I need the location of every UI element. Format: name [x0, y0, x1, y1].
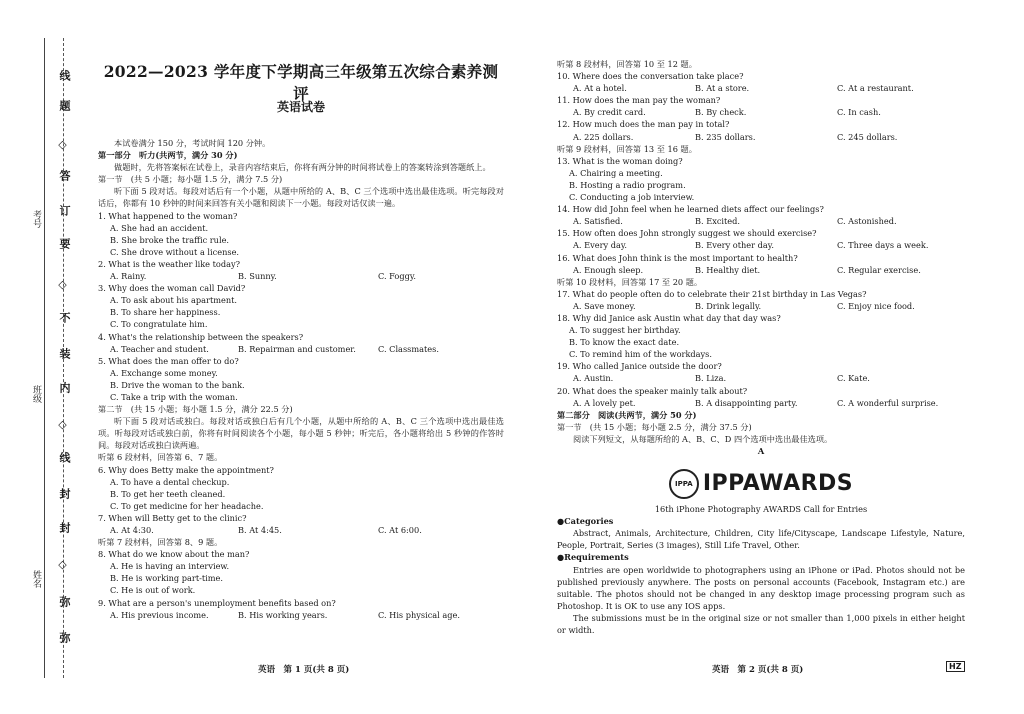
- option-1c: C. She drove without a license.: [110, 246, 240, 257]
- option-2c: C. Foggy.: [378, 271, 416, 282]
- question-14: 14. How did John feel when he learned diets affect our feelings?: [557, 204, 824, 215]
- binding-char: ◇: [56, 418, 69, 431]
- option-15c: C. Three days a week.: [837, 240, 929, 251]
- option-17a: A. Save money.: [573, 300, 636, 311]
- options-19: [557, 372, 965, 384]
- binding-char: 答: [58, 170, 71, 181]
- options-14: [557, 215, 965, 227]
- question-2: 2. What is the weather like today?: [98, 258, 240, 269]
- option-14a: A. Satisfied.: [573, 216, 623, 227]
- options-9: [98, 609, 504, 621]
- material-6: 听第 6 段材料，回答第 6、7 题。: [98, 452, 223, 463]
- option-9a: A. His previous income.: [110, 609, 209, 620]
- binding-margin: [0, 0, 90, 714]
- part2-section1-heading: 第一节 (共 15 小题；每小题 2.5 分，满分 37.5 分): [557, 421, 752, 432]
- option-14b: B. Excited.: [695, 216, 740, 227]
- options-11: [557, 106, 965, 118]
- question-20: 20. What does the speaker mainly talk about?: [557, 385, 748, 396]
- option-8b: B. He is working part-time.: [110, 573, 223, 584]
- binding-char: 线: [58, 452, 71, 463]
- option-12c: C. 245 dollars.: [837, 131, 898, 142]
- question-4: 4. What's the relationship between the speakers?: [98, 331, 304, 342]
- binding-char: 题: [58, 100, 71, 111]
- binding-solid-line: [44, 38, 45, 678]
- class-field[interactable]: 班级: [31, 385, 41, 403]
- option-3b: B. To share her happiness.: [110, 307, 221, 318]
- option-13c: C. Conducting a job interview.: [569, 192, 695, 203]
- option-11c: C. In cash.: [837, 107, 881, 118]
- option-9c: C. His physical age.: [378, 609, 460, 620]
- options-12: [557, 131, 965, 143]
- options-20: [557, 397, 965, 409]
- option-5b: B. Drive the woman to the bank.: [110, 379, 245, 390]
- option-20b: B. A disappointing party.: [695, 397, 798, 408]
- option-19c: C. Kate.: [837, 373, 870, 384]
- option-7a: A. At 4:30.: [110, 525, 154, 535]
- option-7b: B. At 4:45.: [238, 525, 282, 535]
- question-17: 17. What do people often do to celebrate their 21st birthday in Las Vegas?: [557, 288, 867, 299]
- option-3a: A. To ask about his apartment.: [110, 295, 238, 306]
- page-footer-right: 英语 第 2 页(共 8 页): [712, 665, 804, 675]
- option-10c: C. At a restaurant.: [837, 83, 914, 94]
- section1-heading: 第一节 (共 5 小题；每小题 1.5 分，满分 7.5 分): [98, 174, 283, 185]
- question-11: 11. How does the man pay the woman?: [557, 95, 721, 106]
- option-15a: A. Every day.: [573, 240, 627, 251]
- question-13: 13. What is the woman doing?: [557, 155, 683, 166]
- question-8: 8. What do we know about the man?: [98, 549, 250, 560]
- question-12: 12. How much does the man pay in total?: [557, 119, 730, 130]
- option-9b: B. His working years.: [238, 609, 328, 620]
- question-10: 10. Where does the conversation take place?: [557, 71, 744, 82]
- option-2b: B. Sunny.: [238, 271, 277, 282]
- material-8: 听第 8 段材料，回答第 10 至 12 题。: [557, 59, 697, 69]
- option-5a: A. Exchange some money.: [110, 367, 218, 378]
- ippa-badge-icon: IPPA: [669, 469, 699, 499]
- option-19a: A. Austin.: [573, 373, 614, 384]
- option-14c: C. Astonished.: [837, 216, 897, 227]
- requirements-paragraph-1: Entries are open worldwide to photographers using an iPhone or iPad. Photos should not be published previously anywhere. The posts on personal accounts (Facebook, Instagram etc.) are suitable. The photos should not be changed in any desktop image processing program such as Photoshop. It is OK to use any IOS apps.: [557, 564, 965, 611]
- option-20c: C. A wonderful surprise.: [837, 397, 939, 408]
- material-10: 听第 10 段材料，回答第 17 至 20 题。: [557, 276, 703, 287]
- option-10b: B. At a store.: [695, 83, 750, 94]
- binding-char: 弥: [58, 632, 71, 643]
- question-3: 3. Why does the woman call David?: [98, 283, 246, 294]
- name-field[interactable]: 姓名: [31, 570, 41, 588]
- option-4a: A. Teacher and student.: [110, 343, 209, 354]
- binding-char: 不: [58, 312, 71, 323]
- material-9: 听第 9 段材料，回答第 13 至 16 题。: [557, 143, 697, 154]
- binding-char: ◇: [56, 138, 69, 151]
- question-18: 18. Why did Janice ask Austin what day that day was?: [557, 312, 781, 323]
- exam-code-badge: HZ: [946, 661, 965, 672]
- question-9: 9. What are a person's unemployment benefits based on?: [98, 597, 336, 608]
- option-19b: B. Liza.: [695, 373, 727, 384]
- requirements-paragraph-2: The submissions must be in the original size or not smaller than 1,000 pixels in either height or width.: [557, 612, 965, 636]
- part2-heading: 第二部分 阅读(共两节，满分 50 分): [557, 409, 697, 420]
- section2-instructions: 听下面 5 段对话或独白。每段对话或独白后有几个小题，从题中所给的 A、B、C 三个选项中选出最佳选项。听每段对话或独白前，你将有时间阅读各个小题，每小题 5 秒钟；听完后，各小题将给出 5 秒钟的作答时间。每段对话或独白读两遍。: [98, 416, 504, 451]
- option-18a: A. To suggest her birthday.: [569, 325, 681, 336]
- option-6c: C. To get medicine for her headache.: [110, 500, 264, 511]
- binding-char: 封: [58, 488, 71, 499]
- binding-char: 装: [58, 348, 71, 359]
- awards-title: 16th iPhone Photography AWARDS Call for Entries: [654, 504, 868, 515]
- part1-heading: 第一部分 听力(共两节，满分 30 分): [98, 150, 238, 161]
- part1-instructions: 做题时，先将答案标在试卷上，录音内容结束后，你将有两分钟的时间将试卷上的答案转涂到答题纸上。: [114, 162, 491, 173]
- question-15: 15. How often does John strongly suggest we should exercise?: [557, 228, 817, 239]
- option-6b: B. To get her teeth cleaned.: [110, 488, 226, 499]
- section2-heading: 第二节 (共 15 小题；每小题 1.5 分，满分 22.5 分): [98, 404, 293, 415]
- option-11a: A. By credit card.: [573, 107, 646, 118]
- binding-char: 内: [58, 382, 71, 393]
- logo-wordmark: IPPAWARDS: [702, 471, 854, 497]
- option-16a: A. Enough sleep.: [573, 264, 644, 275]
- option-5c: C. Take a trip with the woman.: [110, 391, 238, 402]
- requirements-heading: ●Requirements: [557, 552, 629, 563]
- categories-heading: ●Categories: [557, 516, 614, 527]
- option-16c: C. Regular exercise.: [837, 264, 921, 275]
- binding-char: 订: [58, 205, 71, 216]
- option-15b: B. Every other day.: [695, 240, 774, 251]
- question-19: 19. Who called Janice outside the door?: [557, 361, 722, 372]
- binding-char: 封: [58, 522, 71, 533]
- options-15: [557, 239, 965, 251]
- option-8a: A. He is having an interview.: [110, 561, 230, 572]
- exam-subtitle: 英语试卷: [276, 100, 325, 114]
- part2-instructions: 阅读下列短文，从每题所给的 A、B、C、D 四个选项中选出最佳选项。: [573, 433, 833, 444]
- options-2: [98, 270, 504, 282]
- option-11b: B. By check.: [695, 107, 747, 118]
- option-6a: A. To have a dental checkup.: [110, 476, 230, 487]
- question-1: 1. What happened to the woman?: [98, 210, 238, 221]
- option-18c: C. To remind him of the workdays.: [569, 349, 712, 360]
- options-17: [557, 300, 965, 312]
- options-16: [557, 264, 965, 276]
- binding-char: ◇: [56, 278, 69, 291]
- page-footer-left: 英语 第 1 页(共 8 页): [258, 665, 350, 675]
- option-12b: B. 235 dollars.: [695, 131, 756, 142]
- question-6: 6. Why does Betty make the appointment?: [98, 464, 274, 475]
- option-7c: C. At 6:00.: [378, 525, 422, 535]
- option-17b: B. Drink legally.: [695, 300, 762, 311]
- option-17c: C. Enjoy nice food.: [837, 300, 915, 311]
- material-7: 听第 7 段材料，回答第 8、9 题。: [98, 537, 223, 548]
- options-10: [557, 82, 965, 94]
- option-8c: C. He is out of work.: [110, 585, 196, 596]
- section1-instructions: 听下面 5 段对话。每段对话后有一个小题，从题中所给的 A、B、C 三个选项中选出最佳选项。听完每段对话后，你都有 10 秒钟的时间来回答有关小题和阅读下一小题。每段对话仅读一遍。: [98, 186, 504, 209]
- option-4c: C. Classmates.: [378, 343, 439, 354]
- exam-title: 2022—2023 学年度下学期高三年级第五次综合素养测评: [103, 62, 499, 103]
- option-12a: A. 225 dollars.: [573, 131, 634, 142]
- ippawards-logo: [557, 469, 965, 499]
- option-20a: A. A lovely pet.: [573, 397, 636, 408]
- binding-char: 要: [58, 238, 71, 249]
- option-4b: B. Repairman and customer.: [238, 343, 356, 354]
- options-4: [98, 343, 504, 355]
- option-3c: C. To congratulate him.: [110, 319, 208, 330]
- options-7: [98, 524, 504, 536]
- option-13b: B. Hosting a radio program.: [569, 179, 686, 190]
- binding-char: 弥: [58, 596, 71, 607]
- exam-number-field[interactable]: 考号: [31, 210, 41, 228]
- option-2a: A. Rainy.: [110, 271, 147, 282]
- binding-char: 线: [58, 70, 71, 81]
- question-7: 7. When will Betty get to the clinic?: [98, 512, 247, 523]
- option-1a: A. She had an accident.: [110, 222, 209, 233]
- right-column: [557, 58, 965, 636]
- question-16: 16. What does John think is the most important to health?: [557, 252, 798, 263]
- option-1b: B. She broke the traffic rule.: [110, 234, 230, 245]
- option-18b: B. To know the exact date.: [569, 337, 680, 348]
- left-column: [98, 137, 504, 621]
- option-13a: A. Chairing a meeting.: [569, 167, 663, 178]
- intro-text: 本试卷满分 150 分，考试时间 120 分钟。: [114, 138, 271, 148]
- categories-text: Abstract, Animals, Architecture, Children, City life/Cityscape, Landscape Lifestyle, Nature, People, Portrait, Series (3 images), Still Life Travel, Other.: [557, 528, 965, 551]
- binding-char: ◇: [56, 558, 69, 571]
- passage-label: A: [757, 446, 765, 456]
- question-5: 5. What does the man offer to do?: [98, 355, 239, 366]
- option-10a: A. At a hotel.: [573, 83, 627, 94]
- option-16b: B. Healthy diet.: [695, 264, 761, 275]
